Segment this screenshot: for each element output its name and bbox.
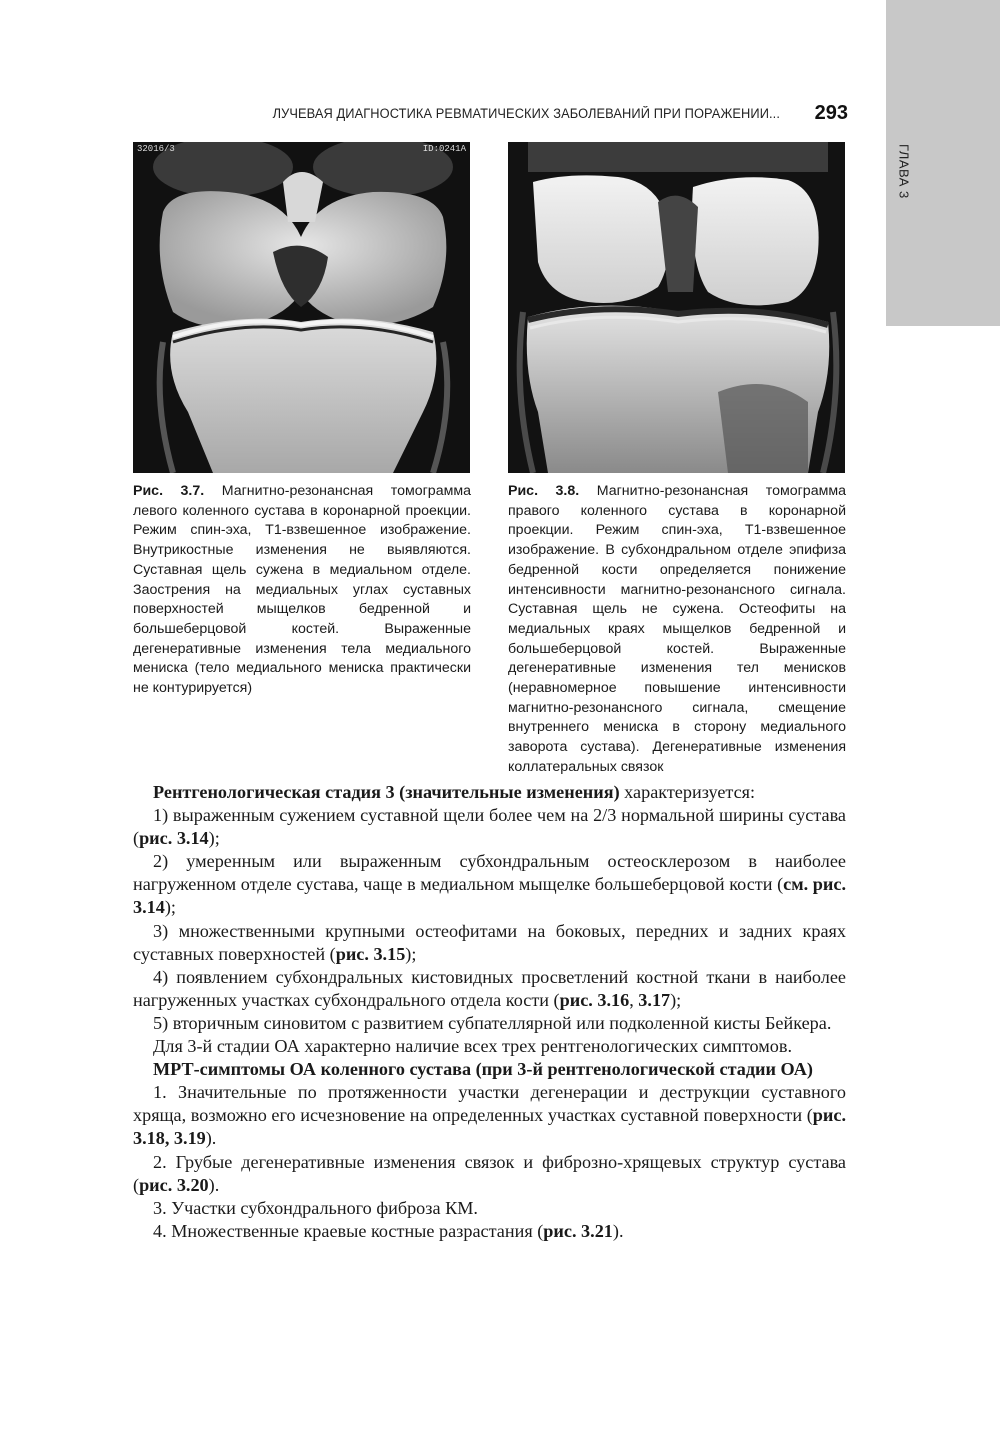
figure-caption-3-7 — [133, 482, 471, 699]
list-item: 1. Значительные по протяженности участки дегенерации и деструкции суставного хряща, возможно его исчезновение на определенных участках суставной поверхности (рис. 3.18, 3.19). — [133, 1082, 846, 1149]
figure-label: Рис. 3.8. — [508, 483, 580, 499]
running-header: ЛУЧЕВАЯ ДИАГНОСТИКА РЕВМАТИЧЕСКИХ ЗАБОЛЕВАНИЙ ПРИ ПОРАЖЕНИИ... — [272, 106, 780, 121]
figure-reference: рис. 3.20 — [139, 1174, 209, 1195]
caption-text: Магнитно-резонансная томограмма левого коленного сустава в коронарной проекции. Режим спин-эха, Т1-взвешенное изображение. Внутрикостные изменения не выявляются. Суставная щель сужена в медиальном отделе. Заострения на медиальных углах суставных поверхностей мыщелков бедренной и большеберцовой костей. Выраженные дегенеративные изменения тела медиального мениска (тело медиального мениска практически не контурируется) — [133, 483, 471, 697]
list-item: 4. Множественные краевые костные разрастания (рис. 3.21). — [153, 1220, 624, 1241]
figure-reference: рис. 3.16 — [559, 989, 630, 1010]
list-item: 4) появлением субхондральных кистовидных просветлений костной ткани в наиболее нагруженных участках субхондрального отдела кости (рис. 3.16, 3.17); — [133, 966, 846, 1010]
page-number: 293 — [814, 102, 848, 124]
list-item: 3) множественными крупными остеофитами на боковых, передних и задних краях суставных поверхностей (рис. 3.15); — [133, 920, 846, 964]
figure-reference: рис. 3.15 — [335, 943, 406, 964]
image-stamp-left: 32016/3 — [137, 144, 175, 154]
bold-heading: МРТ-симптомы ОА коленного сустава (при 3-й рентгенологической стадии ОА) — [153, 1059, 813, 1080]
paragraph-mri-heading — [133, 1058, 846, 1081]
figure-reference: 3.17 — [638, 989, 671, 1010]
mri-knee-image-left — [133, 142, 470, 473]
body-text — [133, 781, 846, 1243]
chapter-label: ГЛАВА 3 — [896, 144, 912, 199]
list-item: 3. Участки субхондрального фиброза КМ. — [153, 1197, 478, 1218]
bold-heading: Рентгенологическая стадия 3 (значительные изменения) — [153, 782, 620, 802]
figure-reference: см. рис. 3.14 — [133, 874, 846, 918]
paragraph-stage-3: Рентгенологическая стадия 3 (значительные изменения) характеризуется: — [153, 782, 756, 802]
list-item: 5) вторичным синовитом с развитием субпателлярной или подколенной кисты Бейкера. — [153, 1012, 832, 1033]
list-item: 1) выраженным сужением суставной щели более чем на 2/3 нормальной ширины сустава (рис. 3.14); — [133, 805, 846, 849]
mri-figure-3-8 — [508, 142, 845, 473]
paragraph-summary: Для 3-й стадии ОА характерно наличие всех трех рентгенологических симптомов. — [153, 1036, 793, 1057]
image-stamp-right: ID:0241A — [422, 144, 466, 154]
mri-figure-3-7 — [133, 142, 470, 473]
figure-label: Рис. 3.7. — [133, 483, 205, 499]
figure-reference: рис. 3.21 — [543, 1220, 613, 1241]
list-item: 2. Грубые дегенеративные изменения связок и фиброзно-хрящевых структур сустава (рис. 3.20). — [133, 1151, 846, 1195]
figure-caption-3-8 — [508, 482, 846, 778]
caption-text: Магнитно-резонансная томограмма правого коленного сустава в коронарной проекции. Режим спин-эха, Т1-взвешенное изображение. В субхондральном отделе эпифиза бедренной кости определяется понижение интенсивности магнитно-резонансного сигнала. Суставная щель не сужена. Остеофиты на медиальных краях мыщелков бедренной и большеберцовой костей. Выраженные дегенеративные изменения тел менисков (неравномерное повышение интенсивности магнитно-резонансного сигнала, смещение внутреннего мениска в сторону медиального заворота сустава). Дегенеративные изменения коллатеральных связок — [508, 483, 846, 775]
mri-knee-image-right — [508, 142, 845, 473]
list-item: 2) умеренным или выраженным субхондральным остеосклерозом в наиболее нагруженном отделе сустава, чаще в медиальном мыщелке большеберцовой кости (см. рис. 3.14); — [133, 851, 846, 918]
figure-reference: рис. 3.18, 3.19 — [133, 1105, 846, 1149]
figure-reference: рис. 3.14 — [139, 828, 209, 849]
